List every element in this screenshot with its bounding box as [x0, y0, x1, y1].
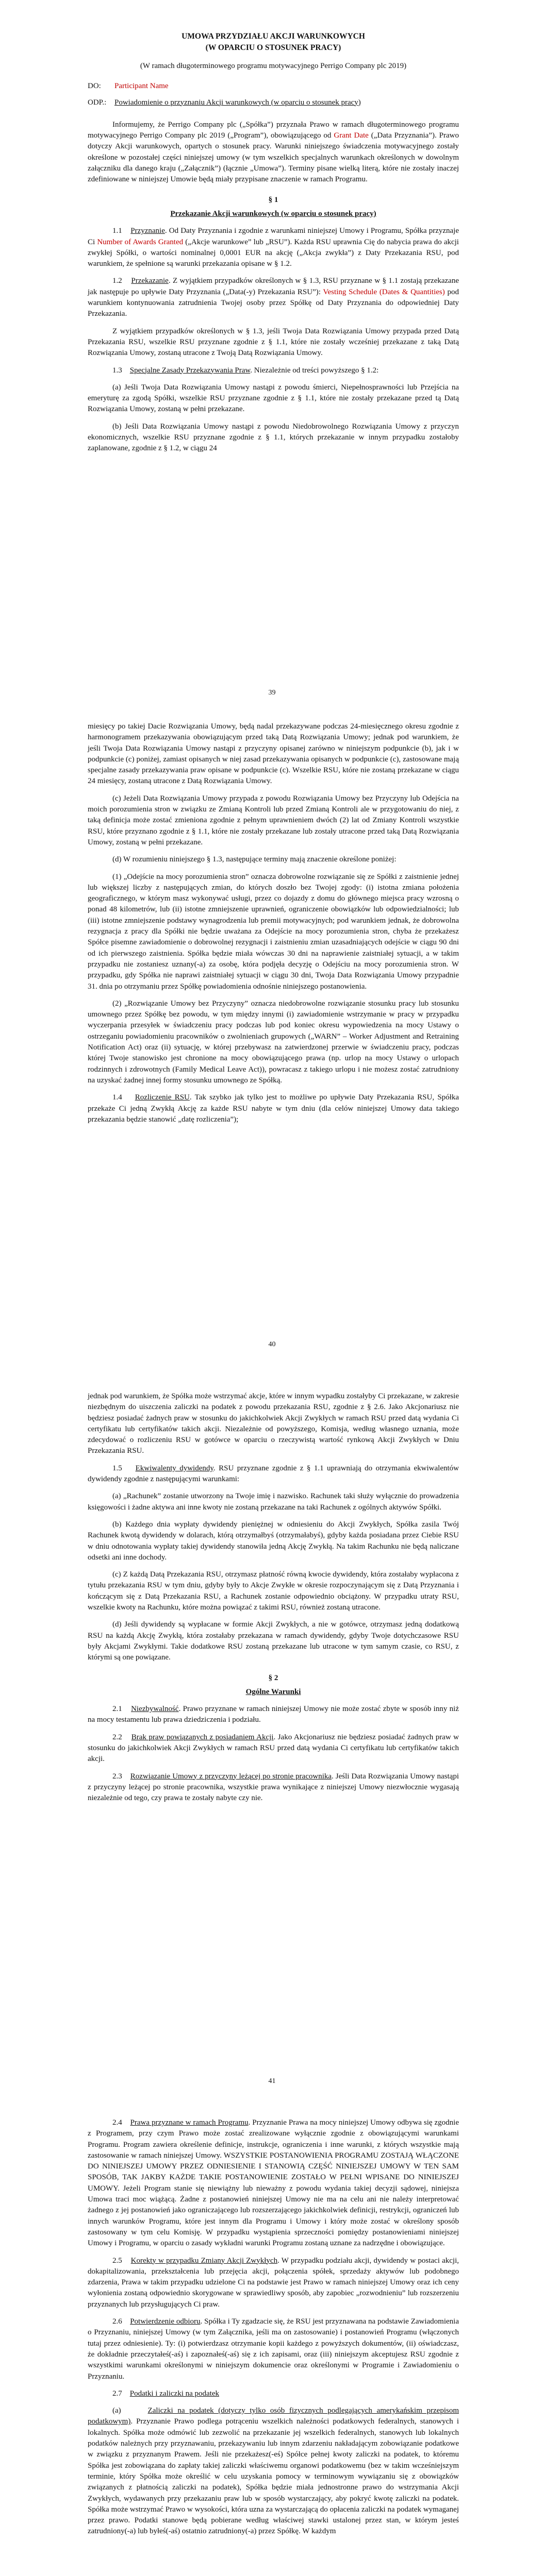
section-2-heading: Ogólne Warunki: [245, 1687, 301, 1696]
document-body: [88, 31, 459, 461]
document-body-page-2: [88, 721, 459, 1131]
para-number: 1.4: [112, 1093, 122, 1102]
para-number: 2.1: [112, 1705, 122, 1714]
para-text: . Przyznanie Prawo podlega potrąceniu wszelkich należności podatkowych federalnych, stanowych i lokalnych. Spółka może odmówić lub zezwolić na przekazanie jej wszelkich federalnych, stanowych lub lokalnych podatków należnych przy przyznawaniu, przekazywaniu lub innym zdarzeniu nakładającym zobowiązanie podatkowe w związku z przyznanym Prawem. Jeśli nie przekażesz(-eś) Spółce pełnej kwoty zaliczki na podatek, to któremu Spółka jest zobowiązana do zapłaty takiej zaliczki właściwemu organowi podatkowemu (bez w takim wcześniejszym terminie, który Spółka może określić w celu uzyskania pomocy w terminowym wywiązaniu się z obowiązków związanych z płatnością zaliczki na podatek), Spółka będzie miała jednostronne prawo do wstrzymania Akcji Zwykłych, wydawanych przy przekazaniu praw lub w sposób wystarczający, aby pokryć kwotę zaliczki na podatek. Spółka może wstrzymać Prawo w wysokości, która uzna za wystarczającą do opłacenia zaliczki na podatek wymaganej przez prawo. Podatki stanowe będą pobierane według właściwej stawki ustalonej przez stan, w którym jesteś zatrudniony(-a) lub byłeś(-aś) ostatnio zatrudniony(-a) przez Spółkę. W każdym: [88, 2417, 459, 2536]
para-text: . Przyznanie Prawa na mocy niniejszej Umowy odbywa się zgodnie z Programem, przy czym Prawo może zostać zrealizowane wyłącznie zgodnie z obowiązującymi warunkami Programu. Program zawiera określenie definicje, instrukcje, ograniczenia i inne warunki, z których wszystkie mają zastosowanie w ramach niniejszej Umowy. WSZYSTKIE POSTANOWIENIA PROGRAMU ZOSTAJĄ WŁĄCZONE DO NINIEJSZEJ UMOWY PRZEZ ODNIESIENIE I STANOWIĄ CZĘŚĆ NINIEJSZEJ UMOWY W TEN SAM SPOSÓB, TAK JAKBY KAŻDE TAKIE POSTANOWIENIE ZOSTAŁO W PEŁNI WPISANE DO NINIEJSZEJ UMOWY. Jeżeli Program stanie się niewiążny lub nieważny z powodu wydania takiej decyzji sądowej, niniejsza Umowa traci moc wiążącą. Żadne z postanowień niniejszej Umowy nie ma na celu ani nie należy interpretować żadnego z jej postanowień jako ograniczającego lub rozszerzającego jakichkolwiek definicji, restrykcji, ograniczeń lub innych warunków Programu, które jest innym dla Programu i Umowy i który może zostać w określony sposób zastosowany w tym celu Komisję. W przypadku wystąpienia sprzeczności pomiędzy postanowieniami niniejszej Umowy i Programu, w oparciu o zasady wykładni warunki Programu zostaną uznane za nadrzędne i obowiązujące.: [88, 2119, 459, 2248]
para-text: . Od Daty Przyznania i zgodnie z warunkami niniejszej Umowy i Programu, Spółka przyznaje Ci: [88, 227, 459, 246]
awards-granted: Number of Awards Granted: [97, 238, 184, 246]
subtitle: (W ramach długoterminowego programu motywacyjnego Perrigo Company plc 2019): [140, 62, 407, 70]
para-2-6: [88, 2316, 459, 2382]
para-text: („Akcje warunkowe” lub „RSU”). Każda RSU uprawnia Cię do nabycia prawa do akcji zwykłej Spółki, o wartości nominalnej 0,0001 EUR na akcję („Akcja zwykła”) z Daty Przekazania RSU, pod warunkiem, że spełnione są warunki przekazania opisane w § 1.2.: [88, 238, 459, 268]
para-2-5: [88, 2256, 459, 2310]
para-number: 2.7: [112, 2389, 122, 2398]
para-text: . RSU przyznane zgodnie z § 1.1 uprawniają do otrzymania ekwiwalentów dywidendy zgodnie z następującymi warunkami:: [88, 1464, 459, 1484]
para-title: Rozliczenie RSU: [135, 1093, 190, 1102]
intro-text: Informujemy, że Perrigo Company plc („Spółka”) przyznała Prawo w ramach długoterminowego programu motywacyjnego Perrigo Company plc 2019 („Program”), obowiązującego od: [88, 120, 459, 140]
para-title: Specjalne Zasady Przekazywania Praw: [129, 366, 251, 375]
para-text: pod warunkiem kontynuowania zatrudnienia Twojej osoby przez Spółkę od Daty Przyznania do odpowiedniej Daty Przekazania.: [88, 287, 459, 318]
page-number: 40: [268, 1341, 276, 1348]
intro-paragraph: [88, 120, 459, 185]
para-title: Rozwiązanie Umowy z przyczyny leżącej po stronie pracownika: [130, 1772, 332, 1781]
para-number: 2.5: [112, 2256, 122, 2265]
para-title: Brak praw powiązanych z posiadaniem Akcji: [131, 1733, 274, 1741]
para-title: Niezbywalność: [131, 1705, 179, 1714]
para-2-7: [88, 2388, 459, 2399]
para-number: 2.2: [112, 1733, 122, 1741]
para-title: Potwierdzenie odbioru: [130, 2317, 201, 2326]
para-1-3-b: (b) Jeśli Data Rozwiązania Umowy nastąpi z powodu Niedobrowolnego Rozwiązania Umowy z przyczyn ekonomicznych, wszelkie RSU przyznane zgodnie z § 1.1, których przekazanie w innym przypadku zostałoby zaplanowane, zgodnie z § 1.2, w ciągu 24: [88, 422, 459, 453]
para-number: 1.1: [112, 227, 122, 235]
para-1-5-a: (a) „Rachunek” zostanie utworzony na Twoje imię i nazwisko. Rachunek taki służy wyłącznie do prowadzenia księgowości i żadne aktywa ani inne kwoty nie zostaną przekazane na taki Rachunek z ogólnych aktywów Spółki.: [88, 1492, 459, 1512]
to-value: Participant Name: [114, 82, 169, 91]
para-text: . W przypadku podziału akcji, dywidendy w postaci akcji, dokapitalizowania, przekształcenia lub przejęcia akcji, połączenia spółek, sprzedaży aktywów lub podobnego zdarzenia, Prawa w takim przypadku udzielone Ci na podstawie jest Prawo w ramach niniejszej Umowy oraz ich ceny wyłonienia zostaną odpowiednio skorygowane w sprawiedliwy sposób, aby zapobiec „rozwodnieniu” lub rozszerzeniu przyznanych lub przysługujących Ci praw.: [88, 2256, 459, 2309]
para-1-4: [88, 1092, 459, 1125]
para-number: 2.6: [112, 2317, 122, 2326]
para-2-1: [88, 1704, 459, 1726]
from-value: Powiadomienie o przyznaniu Akcji warunkowych (w oparciu o stosunek pracy): [114, 98, 361, 107]
para-1-3-b-cont: miesięcy po takiej Dacie Rozwiązania Umowy, będą nadal przekazywane podczas 24-miesięcznego okresu zgodnie z harmonogramem przekazywania obowiązującym przed taką Datą Rozwiązania Umowy; jednak pod warunkiem, że jeśli Twoja Data Rozwiązania Umowy nastąpi z przyczyny opisanej zarówno w niniejszym podpunkcie (b), jak i w podpunkcie (c) poniżej, zamiast opisanych w niej zasad przekazywania opisanych w podpunkcie (c), zastosowane mają specjalne zasady przekazywania praw opisane w podpunkcie (c). Wszelkie RSU, które nie zostaną przekazane w ciągu 24 miesięcy, zostaną utracone z Datą Rozwiązania Umowy.: [88, 722, 459, 786]
para-number: 1.5: [112, 1464, 122, 1472]
para-text: . Prawo przyznane w ramach niniejszej Umowy nie może zostać zbyte w sposób inny niż na mocy testamentu lub prawa dziedziczenia i podziału.: [88, 1705, 459, 1724]
para-2-4: [88, 2117, 459, 2249]
para-number: 2.4: [112, 2119, 122, 2127]
para-1-3-d-2: (2) „Rozwiązanie Umowy bez Przyczyny” oznacza niedobrowolne rozwiązanie stosunku pracy lub stosunku umownego przez Spółkę bez powodu, w tym między innymi (i) zawiadomienie wstrzymanie w pracy w przypadku wyczerpania przesyłek w świadczeniu pracy podczas lub pod koniec okresu wypowiedzenia na mocy Ustawy o ostrzeganiu powiadomieniu pracowników o zwolnieniach grupowych („WARN” – Worker Adjustment and Retraining Notification Act) oraz (ii) sytuację, w której przebywasz na zatwierdzonej przerwie w świadczeniu pracy, podczas której Twoje stanowisko jest chronione na mocy obowiązującego prawa (np. urlop na mocy Ustawy o urlopach rodzinnych i zdrowotnych (Family Medical Leave Act)), powracasz z takiego urlopu i nie możesz zostać zatrudniony na uzyskać żadnej innej formy stosunku umownego ze Spółką.: [88, 999, 459, 1084]
document-body-page-4: [88, 2117, 459, 2544]
para-1-3-d: (d) W rozumieniu niniejszego § 1.3, następujące terminy mają znaczenie określone poniżej:: [112, 855, 397, 864]
para-1-3-c: (c) Jeżeli Data Rozwiązania Umowy przypada z powodu Rozwiązania Umowy bez Przyczyny lub Odejścia na moich porozumienia stron w związku ze Zmianą Kontroli lub przed Zmianą Kontroli ale w przygotowaniu do niej, z taką definicja może zostać zmieniona zgodnie z pełnym uprawnieniem dwóch (2) lat od Zmiany Kontroli wszystkie RSU, które przyznano zgodnie z § 1.1, które nie zostały przekazane lub zostały utracone przed taką Datą Rozwiązania Umowy, zostaną w pełni przekazane.: [88, 794, 459, 846]
para-number: 2.3: [112, 1772, 122, 1781]
para-title: Przyznanie: [130, 227, 165, 235]
para-1-2-cont: Z wyjątkiem przypadków określonych w § 1.3, jeśli Twoja Data Rozwiązania Umowy przypada przed Datą Przekazania RSU, wszelkie RSU przyznane zgodnie z § 1.1, które nie zostały wcześniej przekazane z taką Datą Rozwiązania Umowy, zostaną utracone z Twoją Datą Rozwiązania Umowy.: [88, 327, 459, 358]
para-1-5-b: (b) Każdego dnia wypłaty dywidendy pieniężnej w odniesieniu do Akcji Zwykłych, Spółka zasila Twój Rachunek kwotą dywidendy w dolarach, którą otrzymałbyś (otrzymałabyś), gdyby każda posiadana przez Ciebie RSU w dniu odnotowania wypłaty takiej dywidendy stanowiła jedną Akcję Zwykłą. Na takim Rachunku nie będą naliczane odsetki ani inne dochody.: [88, 1520, 459, 1562]
para-1-2: [88, 276, 459, 319]
to-label: DO:: [88, 82, 101, 91]
para-2-2: [88, 1732, 459, 1765]
para-2-3: [88, 1771, 459, 1804]
section-2-number: § 2: [268, 1673, 278, 1682]
para-number: 1.2: [112, 277, 122, 285]
from-row: [88, 97, 459, 108]
para-text: . Z wyjątkiem przypadków określonych w § 1.3, RSU przyznane w § 1.1 zostają przekazane jak następuje po upływie Daty Przyznania („Data(-y) Przekazania RSU”):: [88, 277, 459, 296]
page-number: 41: [268, 2077, 276, 2085]
para-1-4-cont: jednak pod warunkiem, że Spółka może wstrzymać akcje, które w innym wypadku zostałyby Ci przekazane, w zakresie niezbędnym do uiszczenia zaliczki na podatek z powodu przekazania RSU, zgodnie z § 2.6. Jako Akcjonariusz nie będziesz posiadać żadnych praw w stosunku do jakichkolwiek Akcji Zwykłych w ramach RSU przed datą wydania Ci certyfikatu lub certyfikatów takich akcji. Niezależnie od powyższego, Komisja, według własnego uznania, może zdecydować o rozliczeniu RSU w gotówce w oparciu o rzeczywistą wartość rynkową Akcji Zwykłych w Dniu Przekazania RSU.: [88, 1392, 459, 1455]
para-text: . Tak szybko jak tylko jest to możliwe po upływie Daty Przekazania RSU, Spółka przekaże Ci jedną Zwykłą Akcję za każde RSU nabyte w tym dniu (dla celów niniejszej Umowy data takiego przekazania będzie stanowić „datę rozliczenia”);: [88, 1093, 459, 1124]
para-1-3: [88, 365, 459, 376]
page-number: 39: [268, 689, 276, 697]
para-title: Prawa przyznane w ramach Programu: [130, 2119, 249, 2127]
para-title: Ekwiwalenty dywidendy: [135, 1464, 213, 1472]
to-row: [88, 81, 459, 92]
section-1-heading: Przekazanie Akcji warunkowych (w oparciu o stosunek pracy): [170, 209, 376, 218]
para-number: 1.3: [112, 366, 122, 375]
para-1-5-d: (d) Jeśli dywidendy są wypłacane w formie Akcji Zwykłych, a nie w gotówce, otrzymasz jedną dodatkową RSU na każdą Akcję Zwykłą, która zostałaby przekazana w ramach dywidendy, gdyby Twoje dotychczasowe RSU były Akcjami Zwykłymi. Takie dodatkowe RSU zostaną przekazane lub utracone w tym samym czasie, co RSU, z którymi są one powiązane.: [88, 1620, 459, 1662]
para-text: . Niezależnie od treści powyższego § 1.2:: [250, 366, 379, 375]
para-text: . Jako Akcjonariusz nie będziesz posiadać żadnych praw w stosunku do jakichkolwiek Akcji Zwykłych w ramach RSU przed datą wydania Ci certyfikatu lub certyfikatów takich akcji.: [88, 1733, 459, 1764]
para-title: Podatki i zaliczki na podatek: [129, 2389, 220, 2398]
from-label: ODP.:: [88, 98, 107, 107]
para-2-7-a: (a) Zaliczki na podatek (dotyczy tylko osób fizycznych podlegających amerykańskim przepisom podatkowym). Przyznanie Prawo podlega potrąceniu wszelkich należności podatkowych federalnych, stanowych i lokalnych. Spółka może odmówić lub zezwolić na przekazanie jej wszelkich federalnych, stanowych lub lokalnych podatków należnych przy przyznawaniu, przekazywaniu lub innym zdarzeniu nakładającym zobowiązanie podatkowe w związku z przyznanym Prawem. Jeśli nie przekażesz(-eś) Spółce pełnej kwoty zaliczki na podatek, to któremu Spółka jest zobowiązana do zapłaty takiej zaliczki właściwemu organowi podatkowemu (bez w takim wcześniejszym terminie, który Spółka może określić w celu uzyskania pomocy w terminowym wywiązaniu się z obowiązków związanych z płatnością zaliczki na podatek), Spółka będzie miała jednostronne prawo do wstrzymania Akcji Zwykłych, wydawanych przy przekazaniu praw lub w sposób wystarczający, aby pokryć kwotę zaliczki na podatek. Spółka może wstrzymać Prawo w wysokości, która uzna za wystarczającą do opłacenia zaliczki na podatek wymaganej przez prawo. Podatki stanowe będą pobierane według właściwej stawki ustalonej przez stan, w którym jesteś zatrudniony(-a) lub byłeś(-aś) ostatnio zatrudniony(-a) przez Spółkę. W każdym: [88, 2406, 459, 2536]
para-1-5-c: (c) Z każdą Datą Przekazania RSU, otrzymasz płatność równą kwocie dywidendy, która zostałaby wypłacona z tytułu przekazania RSU w tym dniu, gdyby były to Akcje Zwykłe w okresie rozpoczynającym się z Datą Przyznania i kończącym się z Datą Przekazania RSU, a Rachunek zostanie odpowiednio obciążony. W przypadku utraty RSU, wszelkie kwoty na Rachunku, które można powiązać z takimi RSU, również zostaną utracone.: [88, 1570, 459, 1612]
para-1-3-a: (a) Jeśli Twoja Data Rozwiązania Umowy nastąpi z powodu śmierci, Niepełnosprawności lub Przejścia na emeryturę za zgodą Spółki, wszelkie RSU przyznane zgodnie z § 1.1, które nie zostały przekazane przed tą Datą Rozwiązania Umowy, zostaną w pełni przekazane.: [88, 383, 459, 414]
para-text: . Spółka i Ty zgadzacie się, że RSU jest przyznawana na podstawie Zawiadomienia o Przyznaniu, niniejszej Umowy (w tym Załącznika, jeśli ma on zastosowanie) i postanowień Programu (włączonych tutaj przez odniesienie). Ty: (i) potwierdzasz otrzymanie kopii każdego z powyższych dokumentów, (ii) oświadczasz, że dokładnie przeczytałeś(-aś) i zapoznałeś(-aś) się z ich zapisami, oraz (iii) niniejszym akceptujesz RSU zgodnie z wszystkimi warunkami określonymi w niniejszym dokumencie oraz określonymi w Programie i Zawiadomieniu o Przyznaniu.: [88, 2317, 459, 2381]
title-line-2: (W OPARCIU O STOSUNEK PRACY): [205, 43, 341, 52]
vesting-schedule: Vesting Schedule (Dates & Quantities): [323, 287, 445, 296]
para-title: Zaliczki na podatek (dotyczy tylko osób fizycznych podlegających amerykańskim przepisom podatkowym): [88, 2406, 459, 2426]
para-title: Przekazanie: [131, 277, 169, 285]
section-1-number: § 1: [268, 195, 278, 204]
intro-text-rest: („Data Przyznania”). Prawo dotyczy Akcji warunkowych, opartych o stosunek pracy. Warunki niniejszego świadczenia motywacyjnego zostały określone w pozostałej części niniejszej umowy (w tym wszelkich specjalnych warunkach określonych w dowolnym załączniku dla danego kraju („Załącznik”) (łącznie „Umowa”). Terminy pisane wielką literą, które nie zostały inaczej zdefiniowane w niniejszej Umowie będą miały przypisane znaczenie w ramach Programu.: [88, 131, 459, 184]
para-text: . Jeśli Data Rozwiązania Umowy nastąpi z przyczyny leżącej po stronie pracownika, wszystkie prawa wynikające z niniejszej Umowy niezwłocznie wygasają niezależnie od tego, czy prawa te zostały nabyte czy nie.: [88, 1772, 459, 1803]
document-body-page-3: [88, 1391, 459, 1810]
grant-date: Grant Date: [334, 131, 369, 140]
para-1-1: [88, 226, 459, 269]
para-1-3-d-1: (1) „Odejście na mocy porozumienia stron” oznacza dobrowolne rozwiązanie się ze Spółki z zaistnienie jednej lub większej liczby z następujących zmian, do których doszło bez Twojej zgody: (i) istotna zmiana położenia geograficznego, w którym masz wykonywać usługi, przez co dojazdy z domu do głównego miejsca pracy wzrosną o ponad 48 kilometrów, lub (ii) istotne zmniejszenie uprawnień, ograniczenie obowiązków lub odpowiedzialności; lub (iii) istotne zmniejszenie podstawy wynagrodzenia lub premii motywacyjnych; pod warunkiem jednak, że dobrowolna rezygnacja z pracy dla Spółki nie będzie uważana za Odejście na mocy porozumienia stron, chyba że przekażesz Spółce pisemne zawiadomienie o dobrowolnej rezygnacji i zaistnieniu zmian uzasadniających odejście w ciągu 90 dni od ich pierwszego zaistnienia. Spółka będzie miała wówczas 30 dni na naprawienie zaistniałej sytuacji, a w takim przypadku nie zostaniesz uznany(-a) za osobę, która podjęła decyzję o Odejściu na mocy porozumienia stron. W przypadku, gdy Spółka nie naprawi zaistniałej sytuacji w ciągu 30 dni, Twoja Data Rozwiązania Umowy przypadnie 31. dnia po otrzymaniu przez Spółkę powiadomienia odnośnie niniejszego postanowienia.: [88, 872, 459, 991]
para-1-5: [88, 1463, 459, 1485]
title-line-1: UMOWA PRZYDZIAŁU AKCJI WARUNKOWYCH: [182, 32, 365, 41]
para-title: Korekty w przypadku Zmiany Akcji Zwykłych: [130, 2256, 278, 2265]
